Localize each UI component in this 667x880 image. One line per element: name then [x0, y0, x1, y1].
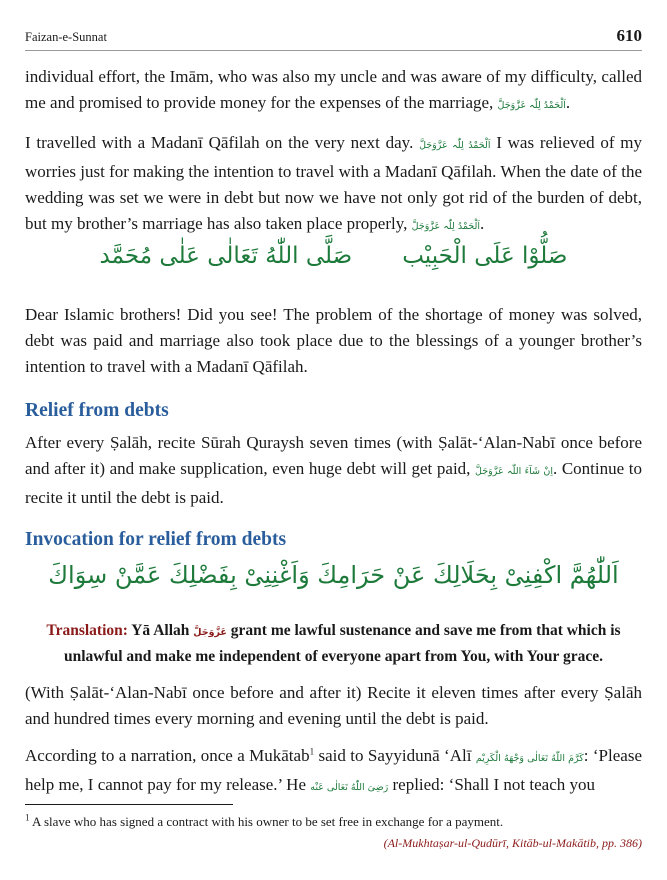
karramallah-inline: كَرَّمَ اللّٰهُ تَعَالٰى وَجْهَهُ الْكَرِيْم — [475, 753, 584, 764]
paragraph-4 — [25, 430, 642, 511]
footnote-rule — [25, 804, 233, 805]
radiallah-inline: رَضِىَ اللّٰهُ تَعَالٰى عَنْه — [310, 782, 389, 793]
paragraph-5: (With Ṣalāt-‘Alan-Nabī once before and after it) Recite it eleven times after every Ṣalāh and hundred times every morning and evening until the debt is paid. — [25, 683, 642, 728]
paragraph-2-start: I travelled with a Madanī Qāfilah on the very next day. — [25, 133, 420, 152]
heading-relief-from-debts: Relief from debts — [25, 400, 169, 421]
paragraph-4-end: . Continue to recite it until the debt is paid. — [25, 459, 643, 507]
paragraph-6-end: replied: ‘Shall I not teach you — [388, 775, 596, 794]
paragraph-1-text: individual effort, the Imām, who was also my uncle and was aware of my difficulty, called me and promised to provide money for the expenses of the marriage, — [25, 67, 642, 112]
salutation-left: صَلُّوْا عَلَى الْحَبِيْب — [402, 243, 568, 269]
alhamdulillah-inline: اَلْحَمْدُ لِلّٰہ عَزَّوَجَلَّ — [411, 221, 480, 232]
citation: (Al-Mukhtaṣar-ul-Qudūrī, Kitāb-ul-Makātib, pp. 386) — [383, 836, 642, 850]
paragraph-6-start: According to a narration, once a Mukātab — [25, 746, 310, 765]
paragraph-2 — [25, 130, 642, 240]
paragraph-2-middle: I was relieved of my worries just for making the intention to travel with a Madanī Qāfilah. When the date of the wedding was set we were in debt but now we have not only got rid of the burden of debt, but my brother’s marriage has also taken place properly, — [25, 133, 642, 233]
translation-label: Translation: — [46, 622, 128, 639]
paragraph-2-end: . — [479, 214, 485, 233]
heading-invocation: Invocation for relief from debts — [25, 529, 287, 550]
page-number: 610 — [616, 26, 642, 45]
inshaallah-inline: اِنْ شَآءَ اللّٰہ عَزَّوَجَلَّ — [475, 466, 553, 477]
paragraph-3: Dear Islamic brothers! Did you see! The problem of the shortage of money was solved, debt was paid and marriage also took place due to the blessings of a younger brother’s intention to travel with a Madanī Qāfilah. — [25, 305, 642, 376]
salutation-line — [0, 243, 667, 283]
translation-text-2: grant me lawful sustenance and save me from that which is unlawful and make me independent of everyone apart from You, with Your grace. — [63, 622, 621, 665]
salutation-right: صَلَّى اللّٰهُ تَعَالٰى عَلٰى مُحَمَّد — [99, 243, 353, 269]
running-header — [25, 28, 642, 50]
footnote-number: 1 — [25, 812, 30, 823]
translation — [25, 619, 642, 669]
paragraph-1 — [25, 64, 642, 119]
paragraph-6-mid-2: : ‘Please help me, I cannot pay for my release.’ He — [25, 746, 642, 794]
alhamdulillah-inline: اَلْحَمْدُ لِلّٰہ عَزَّوَجَلَّ — [497, 100, 566, 111]
book-title: Faizan-e-Sunnat — [25, 30, 107, 44]
footnote-marker: 1 — [309, 746, 315, 757]
paragraph-4-start: After every Ṣalāh, recite Sūrah Quraysh seven times (with Ṣalāt-‘Alan-Nabī once before and after it) and make supplication, even huge debt will get paid, — [25, 433, 642, 478]
paragraph-6-mid-1: said to Sayyidunā ‘Alī — [314, 746, 476, 765]
azza-wa-jall-inline: عَزَّوَجَلَّ — [193, 627, 227, 638]
translation-text-1: Yā Allah — [127, 622, 194, 639]
dua-arabic: اَللّٰهُمَّ اكْفِنِىْ بِحَلَالِكَ عَنْ حَرَامِكَ وَاَغْنِنِىْ بِفَضْلِكَ عَمَّنْ سِوَاكَ — [48, 561, 619, 589]
footnote-text: A slave who has signed a contract with his owner to be set free in exchange for a payment. — [29, 814, 504, 829]
alhamdulillah-inline: اَلْحَمْدُ لِلّٰہ عَزَّوَجَلَّ — [419, 140, 491, 151]
footnote — [25, 814, 642, 830]
paragraph-6 — [25, 743, 642, 801]
paragraph-1-end: . — [565, 93, 571, 112]
header-rule — [25, 50, 642, 51]
